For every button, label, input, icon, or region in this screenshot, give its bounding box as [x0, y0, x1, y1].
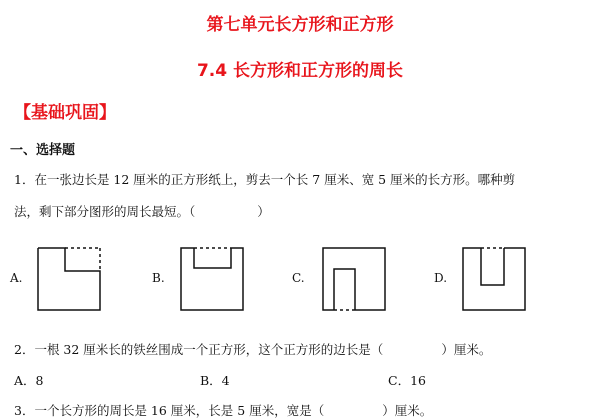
q2-option-a: A．8 [14, 373, 44, 388]
q2-text-end: ）厘米。 [441, 342, 492, 357]
q3-text-end: ）厘米。 [382, 403, 433, 418]
unit-title: 第七单元长方形和正方形 [206, 15, 394, 35]
figure-c [322, 247, 388, 313]
q3-text [14, 401, 432, 419]
q1-option-b-label: B. [152, 271, 165, 285]
q2-text-start: 2．一根 32 厘米长的铁丝围成一个正方形，这个正方形的边长是（ [14, 342, 384, 357]
lesson-title: 7.4 长方形和正方形的周长 [196, 61, 404, 81]
section-title: 【基础巩固】 [14, 103, 116, 123]
q3-text-start: 3．一个长方形的周长是 16 厘米，长是 5 厘米，宽是（ [14, 403, 325, 418]
q1-line1: 1．在一张边长是 12 厘米的正方形纸上，剪去一个长 7 厘米、宽 5 厘米的长方形。哪种剪 [14, 172, 516, 187]
figure-a [37, 247, 103, 313]
figure-d [462, 247, 528, 313]
q1-option-c-label: C. [292, 271, 305, 285]
q1-option-d-label: D. [434, 271, 448, 285]
q1-line2-start: 法，剩下部分图形的周长最短。（ [14, 204, 196, 219]
figure-b [180, 247, 246, 313]
q1-option-a-label: A. [10, 271, 23, 285]
q1-line2 [14, 202, 270, 220]
q2-option-c: C．16 [388, 373, 426, 388]
q2-option-b: B．4 [200, 373, 230, 388]
q2-text [14, 340, 491, 358]
subsection-title: 一、选择题 [10, 143, 76, 158]
q1-line2-end: ） [257, 204, 270, 219]
